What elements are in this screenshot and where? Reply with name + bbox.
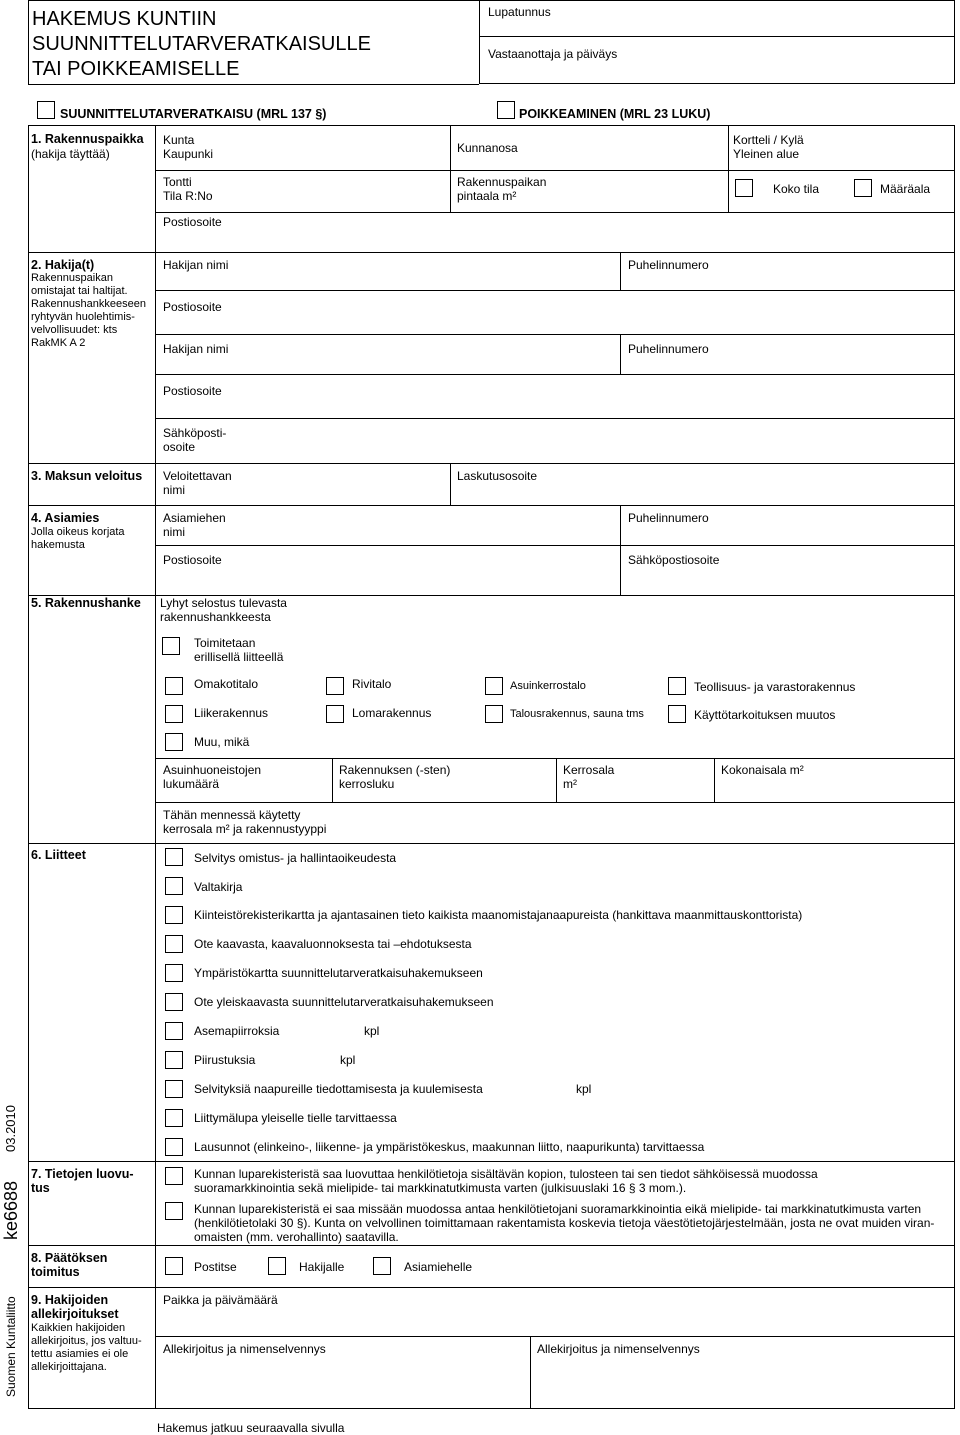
allekirjoitus-1-label: Allekirjoitus ja nimenselvennys <box>163 1342 326 1356</box>
title-line-1: HAKEMUS KUNTIIN <box>32 8 217 30</box>
postiosoite-1-label: Postiosoite <box>163 300 222 314</box>
s2-note: Rakennuspaikan omistajat tai haltijat. Rakennushankkeeseen ryhtyvän huolehtimis- velvollisuudet: kts RakMK A 2 <box>31 272 146 349</box>
veloitettavan-label: Veloitettavan nimi <box>163 469 232 497</box>
s5-title: 5. Rakennushanke <box>31 596 141 610</box>
s2-row-line-1 <box>155 290 955 291</box>
sahkoposti-label: Sähköposti- osoite <box>163 426 227 454</box>
rivitalo-label: Rivitalo <box>352 677 392 691</box>
s2-row-line-4 <box>155 418 955 419</box>
liite-7-label: Asemapiirroksia <box>194 1024 280 1038</box>
kokonaisala-label: Kokonaisala m² <box>721 763 804 777</box>
header-left-line <box>28 0 29 84</box>
s1-divider-1 <box>450 125 451 170</box>
liite-8-checkbox[interactable] <box>165 1051 183 1069</box>
talousrakennus-checkbox[interactable] <box>485 705 503 723</box>
liite-7-kpl: kpl <box>364 1024 380 1038</box>
postitse-label: Postitse <box>194 1260 237 1274</box>
hakijalle-checkbox[interactable] <box>268 1257 286 1275</box>
kerrosala-label: Kerrosala m² <box>563 763 615 791</box>
hakijalle-label: Hakijalle <box>299 1260 345 1274</box>
postiosoite-2-label: Postiosoite <box>163 384 222 398</box>
selostus-label: Lyhyt selostus tulevasta rakennushankkeesta <box>160 596 287 624</box>
title-line-3: TAI POIKKEAMISELLE <box>32 58 240 80</box>
s9-note: Kaikkien hakijoiden allekirjoitus, jos valtuu- tettu asiamies ei ole allekirjoittajana. <box>31 1322 142 1373</box>
s7-top-line <box>28 1161 955 1162</box>
koko-tila-label: Koko tila <box>773 182 820 196</box>
laskutus-label: Laskutusosoite <box>457 469 538 483</box>
s2-row-line-2 <box>155 334 955 335</box>
kayttotarkoitus-label: Käyttötarkoituksen muutos <box>694 708 836 722</box>
form-bottom-line <box>28 1408 955 1409</box>
liikerakennus-label: Liikerakennus <box>194 706 269 720</box>
liite-10-checkbox[interactable] <box>165 1109 183 1127</box>
liite-6-label: Ote yleiskaavasta suunnittelutarveratkaisuhakemukseen <box>194 995 494 1009</box>
toimitetaan-label: Toimitetaan erillisellä liitteellä <box>194 636 284 664</box>
s6-title: 6. Liitteet <box>31 848 86 862</box>
s5-divider-2 <box>556 758 557 802</box>
title-line-2: SUUNNITTELUTARVERATKAISULLE <box>32 33 371 55</box>
toimitetaan-checkbox[interactable] <box>162 637 180 655</box>
maaraala-checkbox[interactable] <box>854 179 872 197</box>
s9-title: 9. Hakijoiden allekirjoitukset <box>31 1293 119 1321</box>
s1-divider-4 <box>728 170 729 212</box>
s1-row-line-2 <box>155 212 955 213</box>
s1-note: (hakija täyttää) <box>31 147 110 161</box>
hakijan-nimi-2-label: Hakijan nimi <box>163 342 229 356</box>
teollisuus-checkbox[interactable] <box>668 677 686 695</box>
liite-11-label: Lausunnot (elinkeino-, liikenne- ja ympäristökeskus, maakunnan liitto, naapurikunta) tarvittaessa <box>194 1140 705 1154</box>
puhelin-1-label: Puhelinnumero <box>628 258 709 272</box>
luovutus-ei-checkbox[interactable] <box>165 1202 183 1220</box>
liite-8-kpl: kpl <box>340 1053 356 1067</box>
s9-row-line <box>155 1336 955 1337</box>
liite-10-label: Liittymälupa yleiselle tielle tarvittaessa <box>194 1111 397 1125</box>
paikka-label: Paikka ja päivämäärä <box>163 1293 278 1307</box>
s5-divider-3 <box>714 758 715 802</box>
jatkuu-label: Hakemus jatkuu seuraavalla sivulla <box>157 1421 345 1435</box>
poikkeaminen-checkbox[interactable] <box>497 101 515 119</box>
s4-note: Jolla oikeus korjata hakemusta <box>31 526 125 551</box>
kayttotarkoitus-checkbox[interactable] <box>668 705 686 723</box>
liite-9-checkbox[interactable] <box>165 1080 183 1098</box>
liite-1-checkbox[interactable] <box>165 848 183 866</box>
koko-tila-checkbox[interactable] <box>735 179 753 197</box>
liikerakennus-checkbox[interactable] <box>165 705 183 723</box>
s3-title: 3. Maksun veloitus <box>31 469 143 483</box>
liite-9-kpl: kpl <box>576 1082 592 1096</box>
s1-divider-2 <box>728 125 729 170</box>
liite-8-label: Piirustuksia <box>194 1053 256 1067</box>
header-bottom-line <box>28 84 479 85</box>
liite-7-checkbox[interactable] <box>165 1022 183 1040</box>
header-top-line <box>28 0 479 1</box>
s8-top-line <box>28 1245 955 1246</box>
omakotitalo-label: Omakotitalo <box>194 677 259 691</box>
hakijan-nimi-1-label: Hakijan nimi <box>163 258 229 272</box>
pintaala-label: Rakennuspaikan pintaala m² <box>457 175 547 203</box>
muu-label: Muu, mikä <box>194 735 250 749</box>
asuinkerrostalo-label: Asuinkerrostalo <box>510 680 586 692</box>
side-date: 03.2010 <box>3 1105 18 1152</box>
muu-checkbox[interactable] <box>165 733 183 751</box>
puhelin-2-label: Puhelinnumero <box>628 342 709 356</box>
s4-sahkoposti-label: Sähköpostiosoite <box>628 553 720 567</box>
s5-row-line-2 <box>155 802 955 803</box>
suunnittelutarveratkaisu-label: SUUNNITTELUTARVERATKAISU (MRL 137 §) <box>60 107 327 121</box>
s2-row-line-3 <box>155 374 955 375</box>
liite-1-label: Selvitys omistus- ja hallintaoikeudesta <box>194 851 397 865</box>
asuinkerrostalo-checkbox[interactable] <box>485 677 503 695</box>
s7-title: 7. Tietojen luovu- tus <box>31 1167 134 1195</box>
side-code: ke6688 <box>1 1180 21 1240</box>
s6-top-line <box>28 843 955 844</box>
liite-5-label: Ympäristökartta suunnittelutarveratkaisuhakemukseen <box>194 966 483 980</box>
luovutus-saa-label: Kunnan luparekisteristä saa luovuttaa henkilötietoja sisältävän kopion, tulosteen tai sen tiedot sähköisessä muodossa suoramarkkinointia sekä mielipide- tai markkinatutkimusta varten (julkisuuslaki 16 § 3 mom.). <box>194 1167 818 1195</box>
s1-title: 1. Rakennuspaikka <box>31 132 144 146</box>
lomarakennus-checkbox[interactable] <box>326 705 344 723</box>
luovutus-ei-label: Kunnan luparekisteristä ei saa missään muodossa antaa henkilötietojani suoramarkkinointia eikä mielipide- tai markkinatutkimusta varten (henkilötietolaki 30 §). Kunta on velvollinen toimittamaan rakentamista koskevia tietoja väestötietojärjestelmään, josta ne ovat muiden viran- omaisten (mm. verohallinto) saatavilla. <box>194 1202 935 1244</box>
teollisuus-label: Teollisuus- ja varastorakennus <box>694 680 856 694</box>
lomarakennus-label: Lomarakennus <box>352 706 432 720</box>
liite-6-checkbox[interactable] <box>165 993 183 1011</box>
luovutus-saa-checkbox[interactable] <box>165 1167 183 1185</box>
maaraala-label: Määräala <box>880 182 931 196</box>
s4-puhelin-label: Puhelinnumero <box>628 511 709 525</box>
omakotitalo-checkbox[interactable] <box>165 677 183 695</box>
liite-2-label: Valtakirja <box>194 880 243 894</box>
s4-row-line <box>155 545 955 546</box>
s2-title: 2. Hakija(t) <box>31 258 95 272</box>
s1-row-line-1 <box>155 170 955 171</box>
suunnittelutarveratkaisu-checkbox[interactable] <box>37 101 55 119</box>
s8-title: 8. Päätöksen toimitus <box>31 1251 108 1279</box>
liite-3-checkbox[interactable] <box>165 906 183 924</box>
kunta-label: Kunta Kaupunki <box>163 133 214 161</box>
s4-divider <box>620 505 621 595</box>
talousrakennus-label: Talousrakennus, sauna tms <box>510 708 644 720</box>
tahan-mennessa-label: Tähän mennessä käytetty kerrosala m² ja rakennustyyppi <box>163 808 327 836</box>
asiamiehelle-checkbox[interactable] <box>373 1257 391 1275</box>
asiamiehen-label: Asiamiehen nimi <box>163 511 226 539</box>
kunnanosa-label: Kunnanosa <box>457 141 518 155</box>
rivitalo-checkbox[interactable] <box>326 677 344 695</box>
liite-5-checkbox[interactable] <box>165 964 183 982</box>
allekirjoitus-2-label: Allekirjoitus ja nimenselvennys <box>537 1342 700 1356</box>
liite-4-checkbox[interactable] <box>165 935 183 953</box>
asuinhuoneistojen-label: Asuinhuoneistojen lukumäärä <box>163 763 262 791</box>
s3-top-line <box>28 463 955 464</box>
s9-divider <box>530 1336 531 1408</box>
s4-top-line <box>28 505 955 506</box>
liite-9-label: Selvityksiä naapureille tiedottamisesta ja kuulemisesta <box>194 1082 483 1096</box>
postitse-checkbox[interactable] <box>165 1257 183 1275</box>
s1-postiosoite-label: Postiosoite <box>163 215 222 229</box>
liite-4-label: Ote kaavasta, kaavaluonnoksesta tai –ehdotuksesta <box>194 937 472 951</box>
vastaanottaja-label: Vastaanottaja ja päiväys <box>488 47 618 61</box>
lupatunnus-divider <box>479 36 955 37</box>
poikkeaminen-label: POIKKEAMINEN (MRL 23 LUKU) <box>519 107 711 121</box>
form-right-line <box>954 125 955 1408</box>
s2-divider-1 <box>620 252 621 290</box>
liite-2-checkbox[interactable] <box>165 877 183 895</box>
form-title-text <box>32 7 371 82</box>
liite-3-label: Kiinteistörekisterikartta ja ajantasainen tieto kaikista maanomistajanaapureista (hankittava maanmittauskonttorista) <box>194 908 803 922</box>
liite-11-checkbox[interactable] <box>165 1138 183 1156</box>
s5-row-line-1 <box>155 758 955 759</box>
form-top-line <box>28 125 955 126</box>
s4-title: 4. Asiamies <box>31 511 100 525</box>
s1-divider-3 <box>450 170 451 212</box>
kortteli-label: Kortteli / Kylä Yleinen alue <box>733 133 804 161</box>
form-left-line <box>28 125 29 1408</box>
s2-top-line <box>28 252 955 253</box>
s5-divider-1 <box>332 758 333 802</box>
s9-top-line <box>28 1287 955 1288</box>
lupatunnus-label: Lupatunnus <box>488 5 551 19</box>
kerrosluku-label: Rakennuksen (-sten) kerrosluku <box>339 763 451 791</box>
tontti-label: Tontti Tila R:No <box>163 175 213 203</box>
side-org: Suomen Kuntaliitto <box>4 1296 18 1397</box>
asiamiehelle-label: Asiamiehelle <box>404 1260 473 1274</box>
s3-divider <box>450 463 451 505</box>
s4-postiosoite-label: Postiosoite <box>163 553 222 567</box>
label-column-line <box>155 125 156 1408</box>
s2-divider-2 <box>620 334 621 374</box>
